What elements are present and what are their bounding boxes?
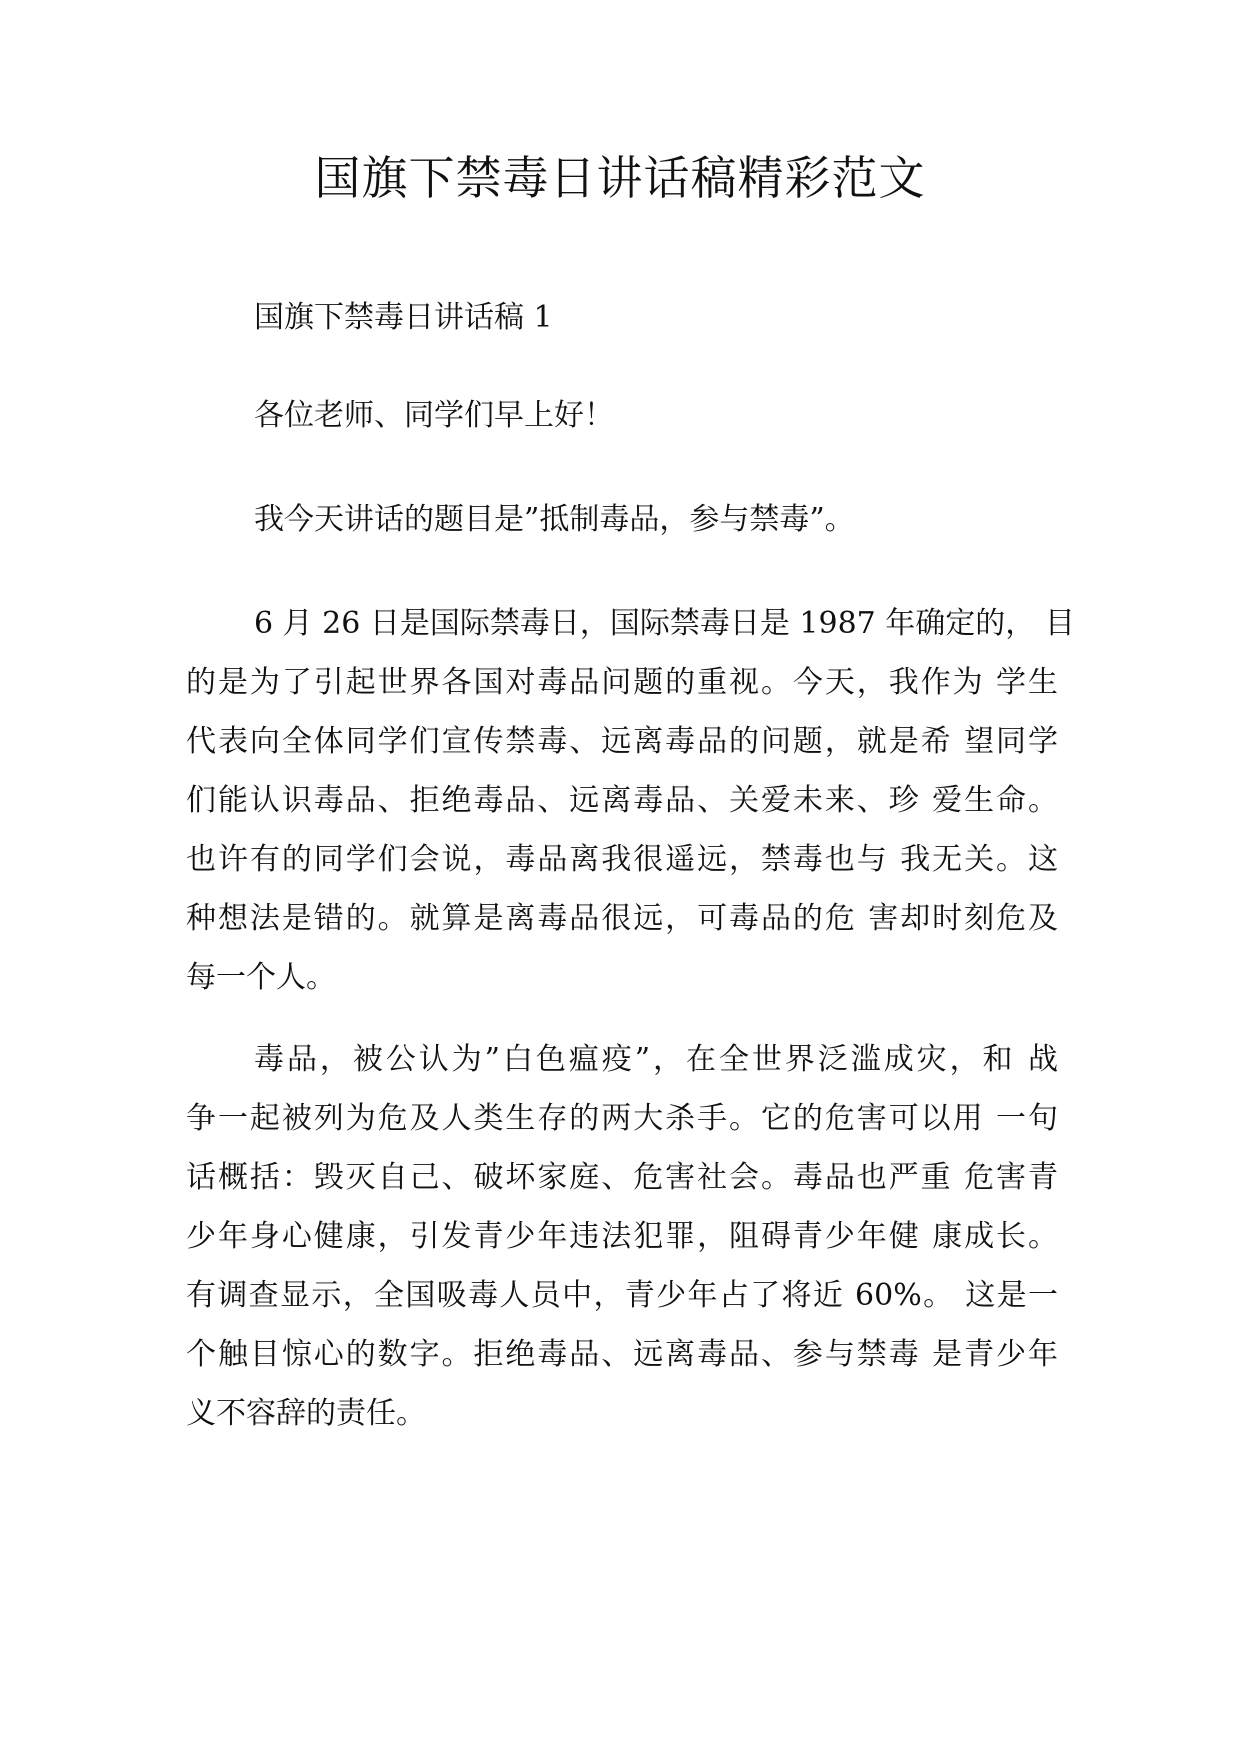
paragraph-white-plague xyxy=(186,1030,1058,1443)
greeting-line: 各位老师、同学们早上好！ xyxy=(254,398,614,433)
paragraph-line: 毒品，被公认为”白色瘟疫”，在全世界泛滥成灾，和 战 xyxy=(254,1042,1058,1077)
topic-line: 我今天讲话的题目是”抵制毒品，参与禁毒”。 xyxy=(254,502,855,537)
paragraph-line: 个触目惊心的数字。拒绝毒品、远离毒品、参与禁毒 是青少年 xyxy=(186,1337,1058,1372)
paragraph-line: 6 月 26 日是国际禁毒日，国际禁毒日是 1987 年确定的， 目 xyxy=(254,606,1075,641)
paragraph-line: 义不容辞的责任。 xyxy=(186,1396,426,1431)
paragraph-line: 的是为了引起世界各国对毒品问题的重视。今天，我作为 学生 xyxy=(186,665,1058,700)
paragraph-international-day xyxy=(186,594,1075,1007)
paragraph-line: 少年身心健康，引发青少年违法犯罪，阻碍青少年健 康成长。 xyxy=(186,1219,1058,1254)
section-heading: 国旗下禁毒日讲话稿 1 xyxy=(254,300,553,335)
paragraph-line: 每一个人。 xyxy=(186,960,336,995)
document-title: 国旗下禁毒日讲话稿精彩范文 xyxy=(314,151,926,205)
paragraph-line: 话概括：毁灭自己、破坏家庭、危害社会。毒品也严重 危害青 xyxy=(186,1160,1058,1195)
paragraph-line: 们能认识毒品、拒绝毒品、远离毒品、关爱未来、珍 爱生命。 xyxy=(186,783,1058,818)
paragraph-line: 也许有的同学们会说，毒品离我很遥远，禁毒也与 我无关。这 xyxy=(186,842,1058,877)
paragraph-line: 种想法是错的。就算是离毒品很远，可毒品的危 害却时刻危及 xyxy=(186,901,1058,936)
paragraph-line: 代表向全体同学们宣传禁毒、远离毒品的问题，就是希 望同学 xyxy=(186,724,1058,759)
paragraph-line: 有调查显示，全国吸毒人员中，青少年占了将近 60%。 这是一 xyxy=(186,1278,1058,1313)
paragraph-line: 争一起被列为危及人类生存的两大杀手。它的危害可以用 一句 xyxy=(186,1101,1058,1136)
